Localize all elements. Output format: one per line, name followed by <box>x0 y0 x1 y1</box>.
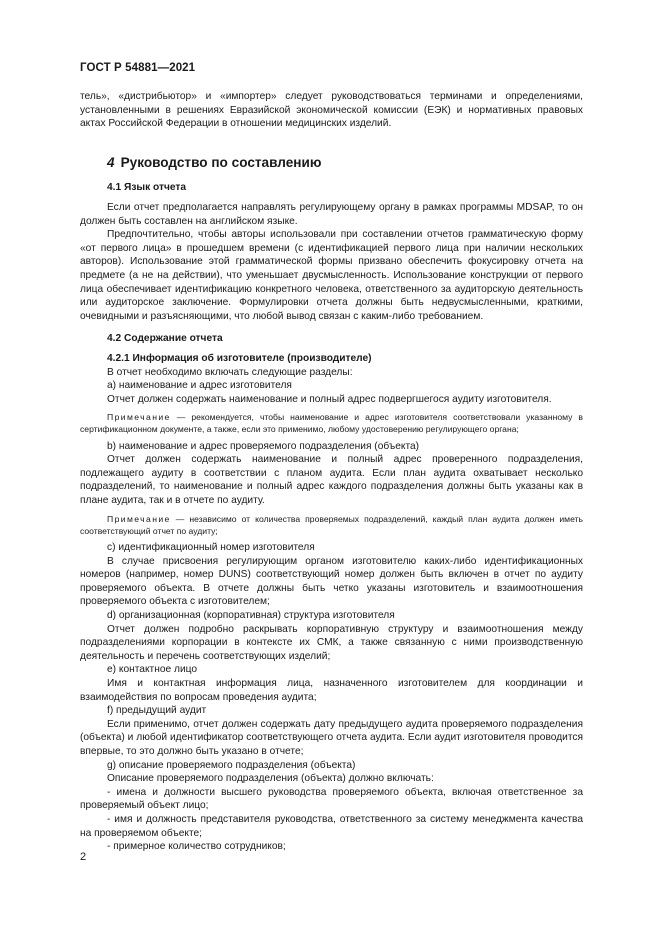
paragraph: Отчет должен подробно раскрывать корпоративную структуру и взаимоотношения между подразделениями корпорации в контексте их СМК, а также связанную с ними производственную деятельность и перечень соответствующих изделий; <box>80 623 583 662</box>
section-heading <box>107 156 583 170</box>
paragraph: - примерное количество сотрудников; <box>107 841 286 853</box>
note-text: — независимо от количества проверяемых подразделений, каждый план аудита должен иметь соответствующий отчет по аудиту; <box>80 513 583 536</box>
paragraph: d) организационная (корпоративная) структура изготовителя <box>107 610 395 622</box>
paragraph: Отчет должен содержать наименование и полный адрес подвергшегося аудиту изготовителя. <box>107 393 552 405</box>
paragraph: Имя и контактная информация лица, назначенного изготовителем для координации и взаимодействия по вопросам проведения аудита; <box>80 678 583 703</box>
paragraph: Если отчет предполагается направлять регулирующему органу в рамках программы MDSAP, то он должен быть составлен на английском языке. <box>80 201 583 227</box>
paragraph: f) предыдущий аудит <box>107 705 207 717</box>
paragraph: - имена и должности высшего руководства проверяемого объекта, включая ответственное за проверяемый объект лицо; <box>80 786 583 812</box>
note-text: — рекомендуется, чтобы наименование и адрес изготовителя соответствовали указанному в сертификационном документе, а также, если это применимо, любому удостоверению регулирующего органа; <box>80 412 583 435</box>
clause-heading: 4.2.1 Информация об изготовителе (производителе) <box>107 352 372 364</box>
paragraph: g) описание проверяемого подразделения (объекта) <box>107 759 356 771</box>
subsection-heading: 4.1 Язык отчета <box>107 182 187 194</box>
paragraph: c) идентификационный номер изготовителя <box>107 542 315 554</box>
paragraph: - имя и должность представителя руководства, ответственного за систему менеджмента качества на проверяемом объекте; <box>80 813 583 839</box>
paragraph: Предпочтительно, чтобы авторы использовали при составлении отчетов грамматическую форму «от первого лица» в прошедшем времени (с идентификацией первого лица при наличии нескольких авторов). Использование этой грамматической формы призвано обеспечить фокусировку отчета на предмете (а не на действии), что уменьшает двусмысленность. Использование конструкции от первого лица обеспечивает идентификацию конкретного человека, ответственного за аудиторскую деятельность или аудиторское заключение. Формулировки отчета должны быть недвусмысленными, краткими, очевидными и разъясняющими, что любой вывод связан с каким-либо требованием. <box>80 229 583 322</box>
paragraph: e) контактное лицо <box>107 664 198 676</box>
note-label: Примечание <box>107 412 171 423</box>
paragraph: а) наименование и адрес изготовителя <box>107 380 292 392</box>
standard-header: ГОСТ Р 54881—2021 <box>80 62 196 74</box>
paragraph: b) наименование и адрес проверяемого подразделения (объекта) <box>107 440 420 452</box>
paragraph: тель», «дистрибьютор» и «импортер» следует руководствоваться терминами и определениями, установленными в решениях Евразийской экономической комиссии (ЕЭК) и нормативных правовых актах Российской Федерации в отношении медицинских изделий. <box>80 91 583 130</box>
paragraph: Отчет должен содержать наименование и полный адрес проверенного подразделения, подлежащего аудиту в соответствии с планом аудита. Если план аудита охватывает несколько подразделений, то наименование и полный адрес каждого подразделения должны быть указаны как в плане аудита, так и в отчете по аудиту. <box>80 454 583 507</box>
document-body <box>80 90 583 854</box>
paragraph: В отчет необходимо включать следующие разделы: <box>107 366 353 378</box>
note <box>80 411 583 435</box>
note <box>80 513 583 537</box>
section-title: Руководство по составлению <box>120 154 322 170</box>
subsection-heading: 4.2 Содержание отчета <box>107 333 223 345</box>
paragraph: Описание проверяемого подразделения (объекта) должно включать: <box>107 773 434 785</box>
paragraph: Если применимо, отчет должен содержать дату предыдущего аудита проверяемого подразделения (объекта) и любой идентификатор соответствующего отчета аудита. Если аудит изготовителя проводится впервые, то это должно быть указано в отчете; <box>80 718 583 757</box>
note-label: Примечание <box>107 513 171 524</box>
paragraph: В случае присвоения регулирующим органом изготовителю каких-либо идентификационных номеров (например, номер DUNS) соответствующий номер должен быть включен в отчет по аудиту проверяемого объекта. В отчете должны быть четко указаны изготовитель и взаимоотношения проверяемого объекта с изготовителем; <box>80 555 583 608</box>
page-number: 2 <box>80 851 87 863</box>
section-number: 4 <box>107 154 115 170</box>
